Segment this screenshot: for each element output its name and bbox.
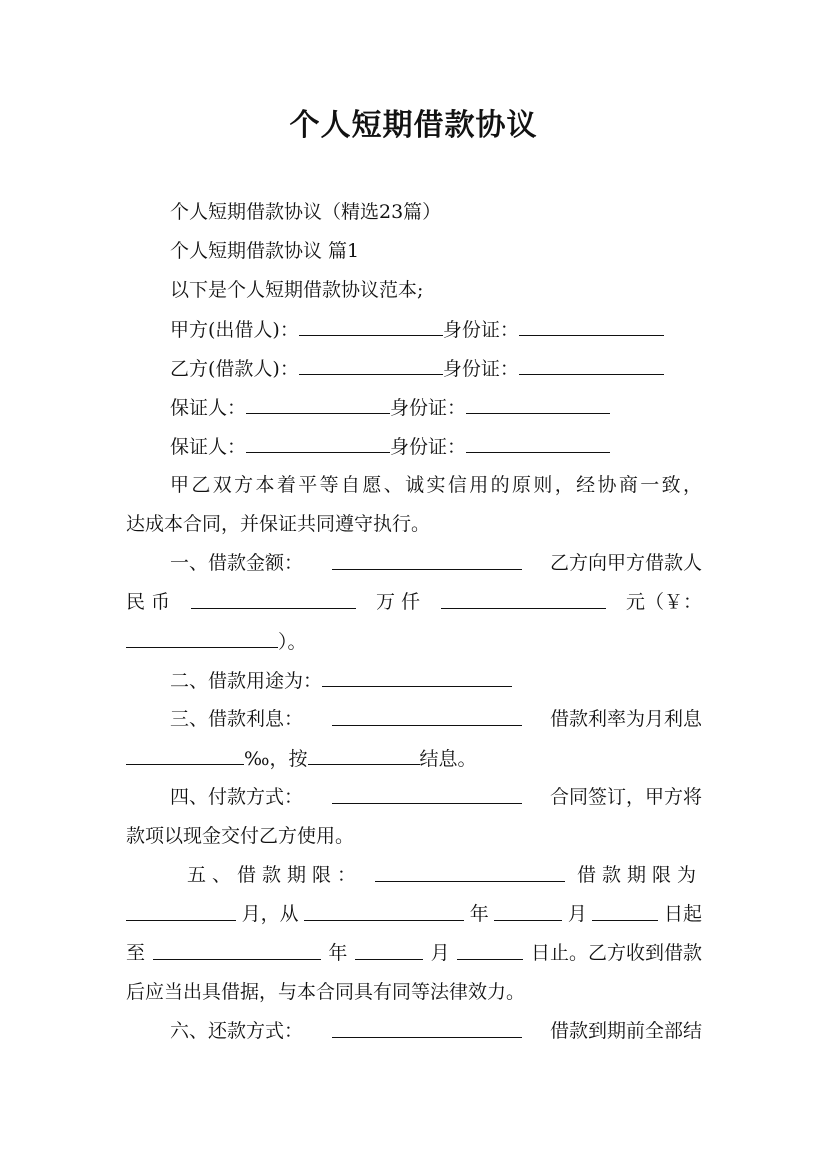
rate-blank[interactable]: [126, 745, 244, 765]
principle-line-cont: [126, 511, 430, 537]
loan-rmb-line: [126, 589, 702, 615]
loan-yuan-line: [126, 628, 307, 655]
loan-amount-blank[interactable]: [332, 550, 522, 570]
from-year-blank[interactable]: [304, 901, 464, 921]
section-heading: [170, 238, 359, 264]
principle-text-cont: 达成本合同，并保证共同遵守执行。: [126, 513, 431, 535]
guarantor-name-blank[interactable]: [246, 433, 390, 453]
payment-label: 四、付款方式：: [170, 786, 304, 808]
lender-label: 甲方(出借人)：: [170, 319, 299, 341]
rmb-qian-blank[interactable]: [441, 589, 606, 609]
repayment-text: 借款到期前全部结: [549, 1020, 702, 1042]
payment-text-cont: 款项以现金交付乙方使用。: [126, 825, 355, 847]
loan-amount-label: 一、借款金额：: [170, 552, 304, 574]
from-text: 月，从: [241, 903, 299, 925]
repayment-label: 六、还款方式：: [170, 1020, 304, 1042]
loan-purpose-line: [170, 667, 512, 694]
year-text: 年: [469, 903, 489, 925]
yuan-amount-blank[interactable]: [126, 628, 278, 648]
lender-id-label: 身份证：: [442, 319, 519, 341]
to-text: 至: [126, 942, 146, 964]
section-heading-text: 个人短期借款协议 篇1: [170, 240, 360, 262]
guarantor-name-blank[interactable]: [246, 394, 390, 414]
month-text: 月: [567, 903, 587, 925]
guarantor-line-2: [170, 433, 610, 460]
term-end-line: [126, 940, 702, 966]
term-months-blank[interactable]: [126, 901, 236, 921]
to-year-blank[interactable]: [153, 940, 321, 960]
receipt-text: 后应当出具借据，与本合同具有同等法律效力。: [126, 981, 526, 1003]
payment-line: [170, 784, 702, 810]
receipt-line: [126, 979, 525, 1005]
lender-id-blank[interactable]: [519, 316, 664, 336]
from-day-blank[interactable]: [592, 901, 658, 921]
from-month-blank[interactable]: [494, 901, 562, 921]
permille-text: ‰，按: [244, 748, 308, 770]
to-month-blank[interactable]: [355, 940, 423, 960]
settle-text: 结息。: [419, 748, 477, 770]
borrower-line: [170, 355, 664, 382]
borrower-label: 乙方(借款人)：: [170, 358, 299, 380]
repayment-line: [170, 1018, 702, 1044]
principle-line: [170, 472, 702, 498]
loan-purpose-blank[interactable]: [322, 667, 512, 687]
yuan-close: ）。: [278, 631, 307, 653]
interest-blank[interactable]: [332, 706, 522, 726]
rmb-wan-blank[interactable]: [191, 589, 356, 609]
term-line: [187, 862, 702, 888]
guarantor-line-1: [170, 394, 610, 421]
yuan-label: 元（￥：: [625, 591, 702, 613]
settle-blank[interactable]: [308, 745, 420, 765]
intro-text: 以下是个人短期借款协议范本;: [170, 279, 424, 301]
guarantor-id-label: 身份证：: [390, 436, 467, 458]
borrower-id-blank[interactable]: [519, 355, 664, 375]
guarantor-id-blank[interactable]: [466, 433, 610, 453]
principle-text: 甲乙双方本着平等自愿、诚实信用的原则，经协商一致，: [170, 474, 702, 496]
loan-purpose-label: 二、借款用途为：: [170, 670, 323, 692]
loan-amount-text: 乙方向甲方借款人: [549, 552, 702, 574]
interest-line: [170, 706, 702, 732]
to-day-blank[interactable]: [457, 940, 523, 960]
term-label: 五、借款期限：: [187, 864, 363, 886]
subtitle-line: [170, 199, 441, 225]
payment-text: 合同签订，甲方将: [549, 786, 702, 808]
intro-line: [170, 277, 423, 303]
interest-rate-line: [126, 745, 477, 772]
borrower-name-blank[interactable]: [299, 355, 443, 375]
term-text: 借款期限为: [576, 864, 702, 886]
interest-label: 三、借款利息：: [170, 708, 304, 730]
repayment-blank[interactable]: [332, 1018, 522, 1038]
guarantor-id-label: 身份证：: [390, 397, 467, 419]
lender-name-blank[interactable]: [299, 316, 443, 336]
loan-amount-line: [170, 550, 702, 576]
day-end-text: 日止。乙方收到借款: [530, 942, 702, 964]
wan-qian-label: 万 仟: [375, 591, 421, 613]
subtitle-text: 个人短期借款协议（精选23篇）: [170, 201, 442, 223]
year-text: 年: [328, 942, 348, 964]
rmb-label: 民 币: [126, 591, 171, 613]
interest-rate-text: 借款利率为月利息: [549, 708, 702, 730]
lender-line: [170, 316, 664, 343]
guarantor-label: 保证人：: [170, 436, 247, 458]
guarantor-label: 保证人：: [170, 397, 247, 419]
borrower-id-label: 身份证：: [442, 358, 519, 380]
document-title: 个人短期借款协议: [289, 108, 538, 143]
term-dates-line: [126, 901, 702, 927]
term-blank[interactable]: [375, 862, 565, 882]
guarantor-id-blank[interactable]: [466, 394, 610, 414]
day-start-text: 日起: [663, 903, 702, 925]
month-text: 月: [430, 942, 450, 964]
payment-line-cont: [126, 823, 354, 849]
payment-blank[interactable]: [332, 784, 522, 804]
